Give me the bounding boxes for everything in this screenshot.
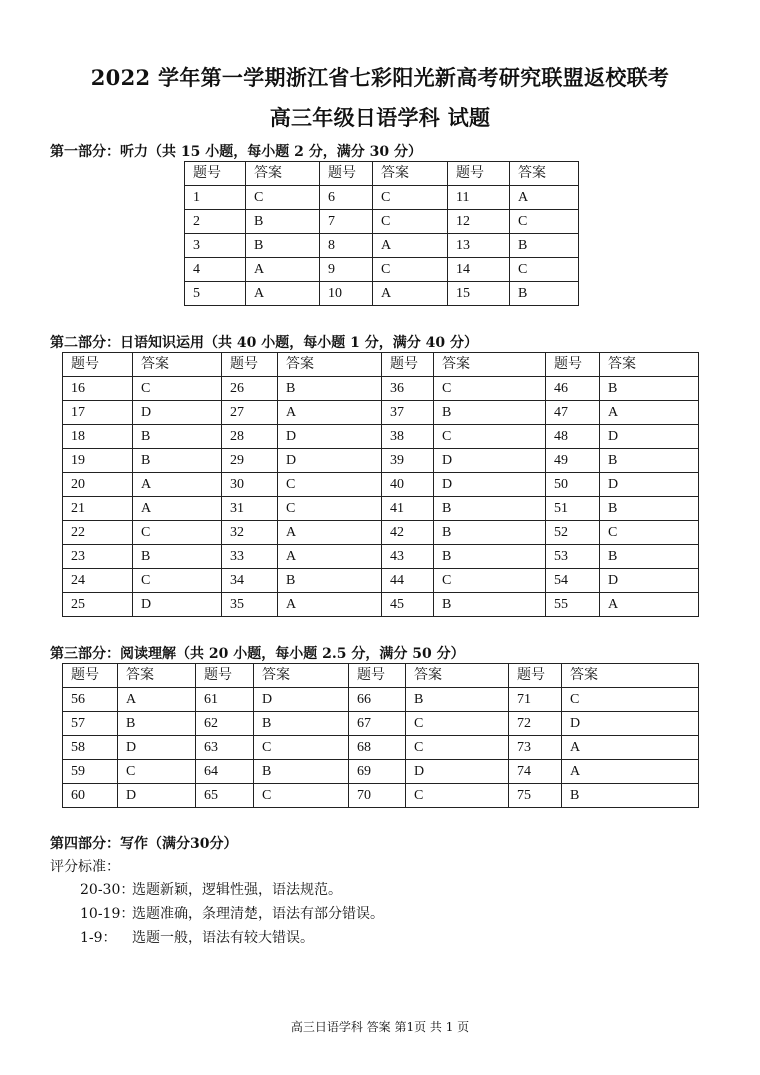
question-number-cell: 题号: [320, 162, 373, 186]
part4-heading: 第四部分：写作（满分30分）: [50, 836, 238, 852]
table-row: [63, 401, 699, 425]
answer-cell: 答案: [434, 353, 546, 377]
question-number-cell: 48: [546, 425, 600, 449]
answer-cell: B: [600, 377, 699, 401]
question-number-cell: 69: [349, 760, 406, 784]
criteria-text: 选题准确，条理清楚，语法有部分错误。: [132, 906, 384, 922]
question-number-cell: 41: [382, 497, 434, 521]
question-number-cell: 58: [63, 736, 118, 760]
question-number-cell: 68: [349, 736, 406, 760]
question-number-cell: 42: [382, 521, 434, 545]
answer-cell: A: [133, 497, 222, 521]
question-number-cell: 56: [63, 688, 118, 712]
question-number-cell: 30: [222, 473, 278, 497]
answer-cell: C: [278, 473, 382, 497]
question-number-cell: 7: [320, 210, 373, 234]
table-row: [185, 258, 579, 282]
part3-heading: 第三部分：阅读理解（共 20 小题，每小题 2.5 分，满分 50 分）: [50, 646, 465, 662]
question-number-cell: 66: [349, 688, 406, 712]
answer-cell: B: [254, 760, 349, 784]
question-number-cell: 14: [448, 258, 510, 282]
answer-cell: A: [510, 186, 579, 210]
table-row: [63, 712, 699, 736]
question-number-cell: 46: [546, 377, 600, 401]
question-number-cell: 74: [509, 760, 562, 784]
table-row: [63, 736, 699, 760]
question-number-cell: 61: [196, 688, 254, 712]
answer-cell: B: [510, 234, 579, 258]
question-number-cell: 36: [382, 377, 434, 401]
answer-cell: A: [118, 688, 196, 712]
answer-cell: C: [434, 377, 546, 401]
answer-cell: 答案: [406, 664, 509, 688]
question-number-cell: 19: [63, 449, 133, 473]
question-number-cell: 题号: [349, 664, 406, 688]
answer-cell: B: [133, 545, 222, 569]
question-number-cell: 31: [222, 497, 278, 521]
question-number-cell: 72: [509, 712, 562, 736]
answer-cell: 答案: [373, 162, 448, 186]
question-number-cell: 55: [546, 593, 600, 617]
table-row: [63, 569, 699, 593]
exam-title: 2022 学年第一学期浙江省七彩阳光新高考研究联盟返校联考: [90, 65, 670, 90]
question-number-cell: 51: [546, 497, 600, 521]
question-number-cell: 题号: [185, 162, 246, 186]
question-number-cell: 67: [349, 712, 406, 736]
answer-cell: A: [278, 401, 382, 425]
answer-cell: C: [133, 569, 222, 593]
answer-cell: C: [373, 186, 448, 210]
answer-cell: A: [278, 545, 382, 569]
question-number-cell: 71: [509, 688, 562, 712]
part3-answer-table: [62, 663, 699, 808]
answer-cell: B: [246, 210, 320, 234]
answer-cell: C: [434, 569, 546, 593]
part2-heading: 第二部分：日语知识运用（共 40 小题，每小题 1 分，满分 40 分）: [50, 335, 478, 351]
answer-cell: C: [254, 784, 349, 808]
question-number-cell: 53: [546, 545, 600, 569]
answer-cell: C: [246, 186, 320, 210]
question-number-cell: 21: [63, 497, 133, 521]
answer-cell: B: [254, 712, 349, 736]
table-row: [63, 473, 699, 497]
question-number-cell: 题号: [546, 353, 600, 377]
answer-cell: 答案: [133, 353, 222, 377]
answer-cell: 答案: [118, 664, 196, 688]
answer-cell: C: [510, 210, 579, 234]
answer-cell: B: [434, 593, 546, 617]
question-number-cell: 35: [222, 593, 278, 617]
question-number-cell: 6: [320, 186, 373, 210]
question-number-cell: 73: [509, 736, 562, 760]
question-number-cell: 45: [382, 593, 434, 617]
criteria-range: 1-9：: [80, 930, 117, 946]
exam-subtitle: 高三年级日语学科 试题: [269, 105, 491, 130]
answer-cell: D: [254, 688, 349, 712]
table-row: [185, 234, 579, 258]
question-number-cell: 54: [546, 569, 600, 593]
answer-cell: 答案: [562, 664, 699, 688]
part2-answer-table: [62, 352, 699, 617]
question-number-cell: 题号: [509, 664, 562, 688]
question-number-cell: 39: [382, 449, 434, 473]
answer-cell: A: [246, 258, 320, 282]
answer-cell: C: [373, 258, 448, 282]
answer-cell: B: [562, 784, 699, 808]
answer-cell: B: [434, 545, 546, 569]
table-header-row: [63, 664, 699, 688]
question-number-cell: 17: [63, 401, 133, 425]
answer-cell: A: [246, 282, 320, 306]
answer-cell: B: [133, 449, 222, 473]
question-number-cell: 26: [222, 377, 278, 401]
question-number-cell: 75: [509, 784, 562, 808]
answer-cell: D: [278, 425, 382, 449]
question-number-cell: 59: [63, 760, 118, 784]
question-number-cell: 24: [63, 569, 133, 593]
question-number-cell: 题号: [63, 664, 118, 688]
answer-cell: D: [600, 425, 699, 449]
answer-cell: A: [133, 473, 222, 497]
answer-cell: B: [600, 497, 699, 521]
question-number-cell: 11: [448, 186, 510, 210]
criteria-label: 评分标准：: [50, 859, 120, 875]
answer-cell: 答案: [510, 162, 579, 186]
table-row: [63, 425, 699, 449]
question-number-cell: 16: [63, 377, 133, 401]
question-number-cell: 18: [63, 425, 133, 449]
question-number-cell: 27: [222, 401, 278, 425]
question-number-cell: 23: [63, 545, 133, 569]
criteria-range: 10-19：: [80, 906, 135, 922]
answer-cell: C: [406, 712, 509, 736]
answer-cell: A: [373, 234, 448, 258]
question-number-cell: 题号: [222, 353, 278, 377]
answer-cell: D: [600, 473, 699, 497]
table-row: [63, 377, 699, 401]
answer-cell: 答案: [278, 353, 382, 377]
table-row: [63, 497, 699, 521]
table-row: [63, 688, 699, 712]
criteria-text: 选题一般，语法有较大错误。: [132, 930, 314, 946]
question-number-cell: 44: [382, 569, 434, 593]
table-row: [63, 521, 699, 545]
answer-cell: A: [373, 282, 448, 306]
answer-cell: 答案: [254, 664, 349, 688]
question-number-cell: 题号: [63, 353, 133, 377]
answer-cell: D: [600, 569, 699, 593]
question-number-cell: 4: [185, 258, 246, 282]
answer-cell: C: [133, 521, 222, 545]
question-number-cell: 40: [382, 473, 434, 497]
question-number-cell: 63: [196, 736, 254, 760]
question-number-cell: 57: [63, 712, 118, 736]
table-row: [185, 210, 579, 234]
answer-cell: A: [278, 521, 382, 545]
answer-cell: C: [600, 521, 699, 545]
answer-cell: A: [562, 760, 699, 784]
answer-cell: B: [278, 569, 382, 593]
question-number-cell: 64: [196, 760, 254, 784]
answer-cell: D: [278, 449, 382, 473]
question-number-cell: 49: [546, 449, 600, 473]
part1-answer-table: [184, 161, 579, 306]
question-number-cell: 70: [349, 784, 406, 808]
answer-cell: 答案: [600, 353, 699, 377]
answer-cell: A: [600, 401, 699, 425]
question-number-cell: 34: [222, 569, 278, 593]
question-number-cell: 3: [185, 234, 246, 258]
answer-cell: D: [118, 736, 196, 760]
question-number-cell: 38: [382, 425, 434, 449]
answer-cell: B: [278, 377, 382, 401]
answer-cell: C: [118, 760, 196, 784]
answer-cell: B: [118, 712, 196, 736]
question-number-cell: 32: [222, 521, 278, 545]
question-number-cell: 33: [222, 545, 278, 569]
answer-cell: B: [434, 401, 546, 425]
answer-cell: C: [373, 210, 448, 234]
question-number-cell: 29: [222, 449, 278, 473]
answer-cell: B: [600, 449, 699, 473]
criteria-range: 20-30：: [80, 882, 135, 898]
question-number-cell: 13: [448, 234, 510, 258]
question-number-cell: 题号: [448, 162, 510, 186]
table-row: [63, 545, 699, 569]
question-number-cell: 28: [222, 425, 278, 449]
question-number-cell: 题号: [382, 353, 434, 377]
answer-cell: B: [406, 688, 509, 712]
answer-cell: D: [133, 593, 222, 617]
table-row: [63, 784, 699, 808]
answer-cell: C: [510, 258, 579, 282]
answer-cell: D: [133, 401, 222, 425]
question-number-cell: 52: [546, 521, 600, 545]
table-header-row: [63, 353, 699, 377]
question-number-cell: 60: [63, 784, 118, 808]
answer-cell: B: [434, 497, 546, 521]
question-number-cell: 37: [382, 401, 434, 425]
question-number-cell: 题号: [196, 664, 254, 688]
answer-cell: C: [406, 736, 509, 760]
question-number-cell: 8: [320, 234, 373, 258]
answer-cell: B: [246, 234, 320, 258]
question-number-cell: 10: [320, 282, 373, 306]
question-number-cell: 62: [196, 712, 254, 736]
question-number-cell: 20: [63, 473, 133, 497]
answer-cell: D: [406, 760, 509, 784]
answer-cell: B: [510, 282, 579, 306]
answer-cell: C: [133, 377, 222, 401]
answer-cell: 答案: [246, 162, 320, 186]
table-row: [63, 449, 699, 473]
question-number-cell: 1: [185, 186, 246, 210]
question-number-cell: 43: [382, 545, 434, 569]
table-row: [63, 593, 699, 617]
answer-cell: A: [600, 593, 699, 617]
answer-cell: A: [278, 593, 382, 617]
answer-cell: D: [118, 784, 196, 808]
answer-cell: D: [434, 449, 546, 473]
question-number-cell: 15: [448, 282, 510, 306]
question-number-cell: 65: [196, 784, 254, 808]
question-number-cell: 50: [546, 473, 600, 497]
question-number-cell: 25: [63, 593, 133, 617]
answer-cell: C: [278, 497, 382, 521]
answer-cell: B: [133, 425, 222, 449]
page-footer: 高三日语学科 答案 第1页 共 1 页: [290, 1020, 470, 1034]
answer-cell: C: [434, 425, 546, 449]
answer-cell: A: [562, 736, 699, 760]
question-number-cell: 2: [185, 210, 246, 234]
question-number-cell: 47: [546, 401, 600, 425]
table-row: [185, 186, 579, 210]
question-number-cell: 22: [63, 521, 133, 545]
answer-cell: B: [434, 521, 546, 545]
question-number-cell: 9: [320, 258, 373, 282]
answer-cell: C: [254, 736, 349, 760]
answer-cell: D: [562, 712, 699, 736]
table-row: [63, 760, 699, 784]
question-number-cell: 5: [185, 282, 246, 306]
answer-cell: D: [434, 473, 546, 497]
table-row: [185, 282, 579, 306]
part1-heading: 第一部分：听力（共 15 小题，每小题 2 分，满分 30 分）: [50, 144, 422, 160]
criteria-text: 选题新颖，逻辑性强，语法规范。: [132, 882, 342, 898]
question-number-cell: 12: [448, 210, 510, 234]
answer-cell: C: [562, 688, 699, 712]
answer-cell: C: [406, 784, 509, 808]
table-header-row: [185, 162, 579, 186]
answer-cell: B: [600, 545, 699, 569]
